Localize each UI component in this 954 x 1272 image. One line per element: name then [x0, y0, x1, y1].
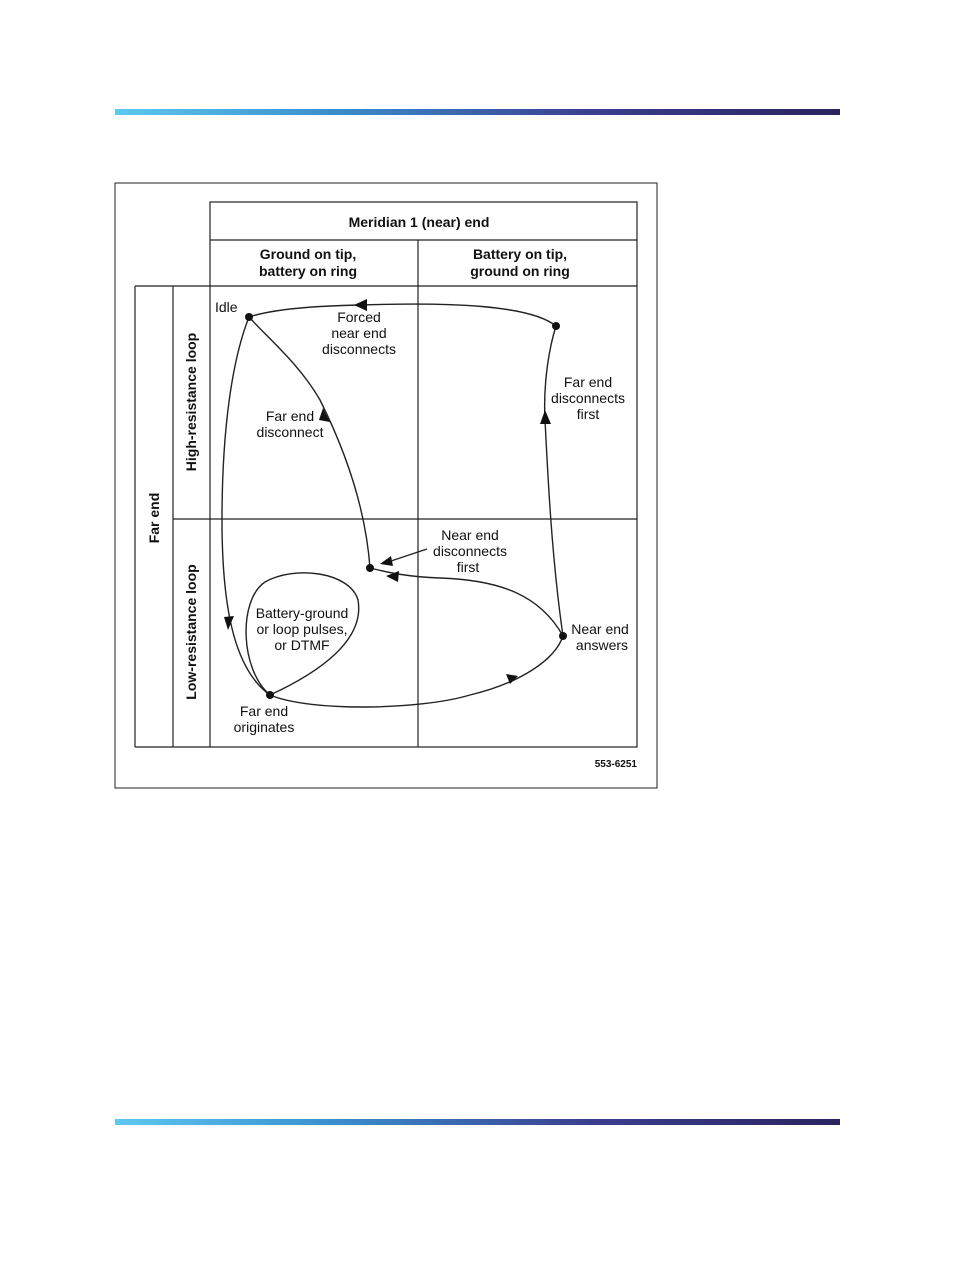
far-disconnect-line1: Far end: [265, 408, 315, 424]
dot-far-disconnect-first: [552, 322, 560, 330]
far-first-line3: first: [576, 406, 600, 422]
row2-label: Low-resistance loop: [183, 564, 199, 700]
row1-label: High-resistance loop: [183, 332, 199, 472]
answers-line2: answers: [575, 637, 629, 653]
curve-answers-to-disconnect-first: [545, 326, 563, 636]
forced-line2: near end: [331, 325, 387, 341]
far-first-line2: disconnects: [551, 390, 625, 406]
idle-label: Idle: [215, 299, 238, 315]
far-first-line1: Far end: [563, 374, 613, 390]
near-first-line2: disconnects: [433, 543, 507, 559]
arrow-far-disconnects-first: [540, 410, 551, 424]
col1-header-line2: battery on ring: [258, 263, 358, 279]
pulses-line1: Battery-ground: [255, 605, 349, 621]
originates-line1: Far end: [239, 703, 289, 719]
originates-line2: originates: [233, 719, 295, 735]
pulses-line3: or DTMF: [274, 637, 330, 653]
near-first-line3: first: [456, 559, 480, 575]
curve-answers-to-near-disconnect: [370, 568, 563, 636]
dot-far-originates: [266, 691, 274, 699]
col2-header-line1: Battery on tip,: [472, 246, 568, 262]
col1-header-line1: Ground on tip,: [259, 246, 357, 262]
col2-header-line2: ground on ring: [470, 263, 570, 279]
answers-line1: Near end: [571, 621, 629, 637]
grid-lines: [135, 202, 637, 747]
forced-line1: Forced: [337, 309, 381, 325]
dot-idle: [245, 313, 253, 321]
near-end-header: Meridian 1 (near) end: [348, 214, 490, 230]
dot-near-answers: [559, 632, 567, 640]
near-first-line1: Near end: [441, 527, 499, 543]
transition-curves: [222, 304, 563, 707]
callout-line: [391, 549, 427, 561]
far-disconnect-line2: disconnect: [256, 424, 324, 440]
forced-line3: disconnects: [322, 341, 396, 357]
figure-id: 553-6251: [594, 759, 637, 770]
curve-forced-disconnect: [249, 304, 556, 326]
far-end-label: Far end: [146, 492, 162, 544]
dot-near-disconnect: [366, 564, 374, 572]
pulses-line2: or loop pulses,: [256, 621, 348, 637]
